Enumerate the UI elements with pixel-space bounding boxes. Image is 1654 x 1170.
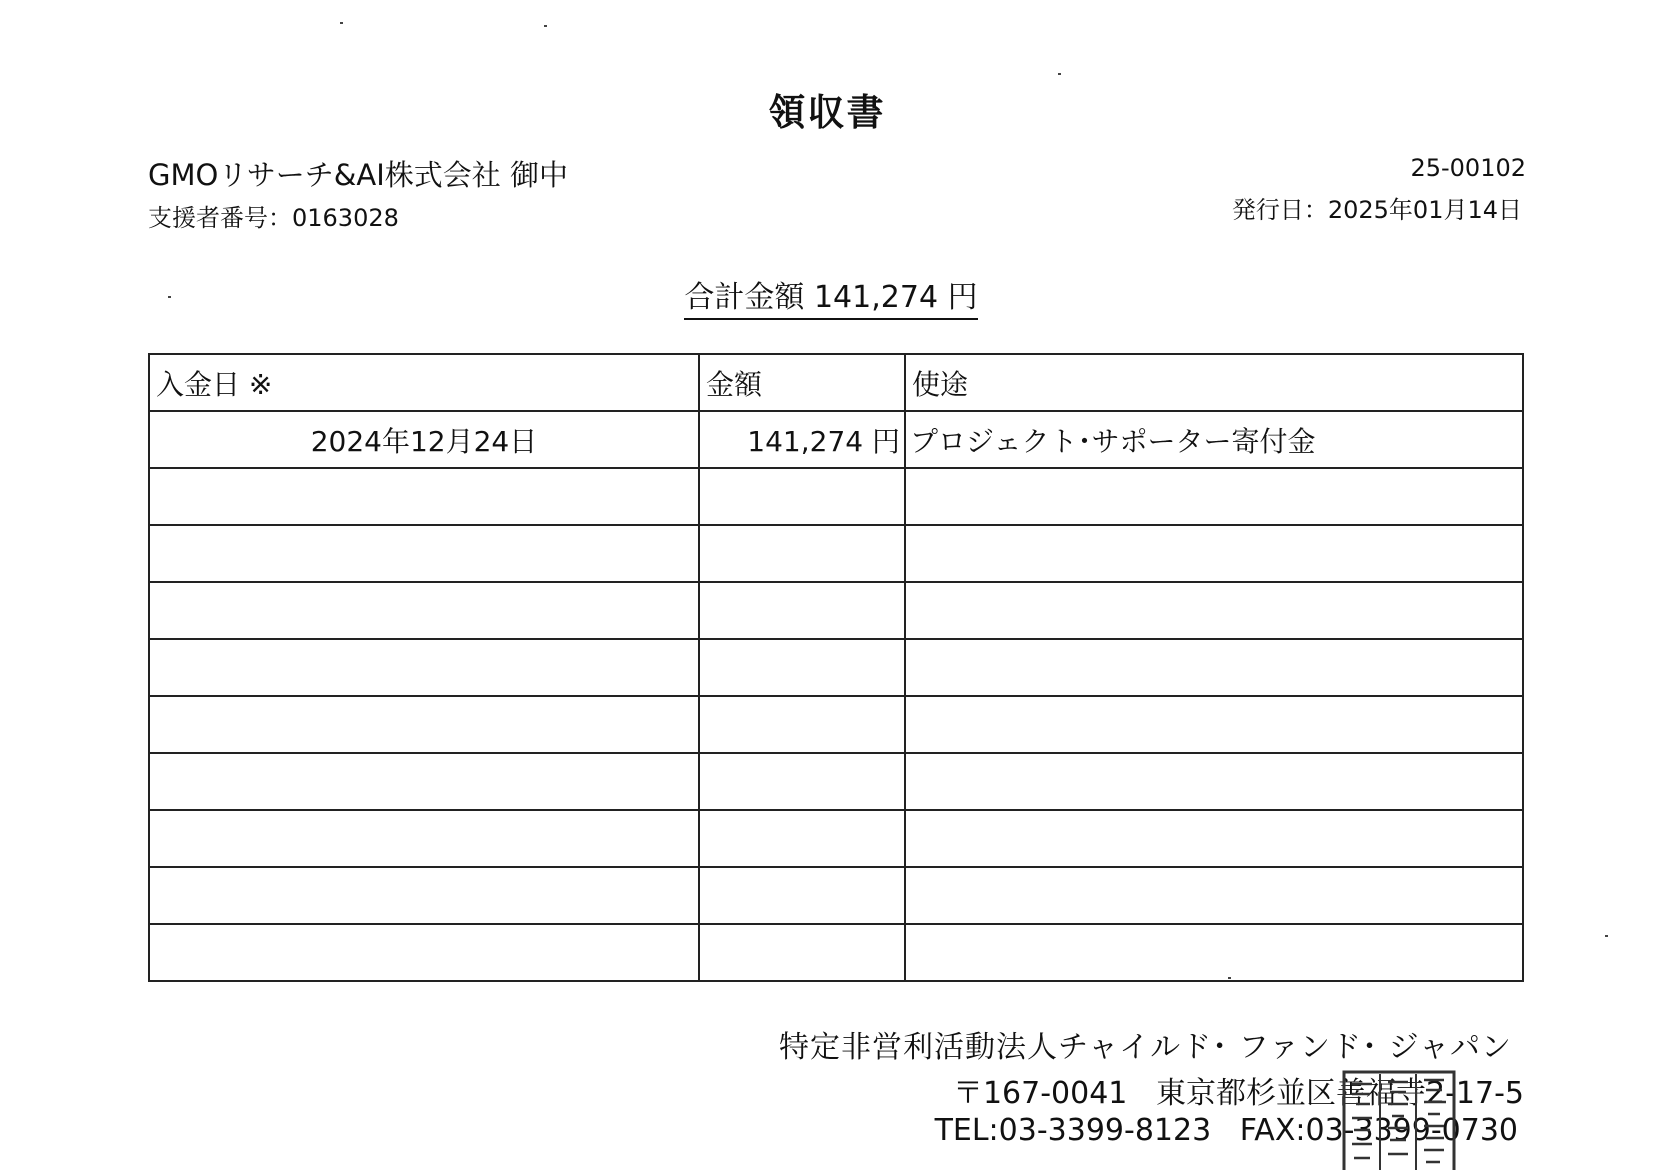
issue-date-label: 発行日：	[1231, 196, 1328, 224]
table-row	[149, 753, 1523, 810]
cell-date	[149, 810, 699, 867]
scan-speck	[168, 296, 171, 298]
total-value: 141,274 円	[813, 280, 978, 315]
cell-purpose	[905, 468, 1523, 525]
scan-speck	[544, 25, 547, 27]
header-amount: 金額	[699, 354, 905, 411]
tel-number: TEL:03-3399-8123	[934, 1113, 1212, 1148]
company-seal-icon	[1340, 1070, 1458, 1170]
cell-amount	[699, 639, 905, 696]
header-purpose: 使途	[905, 354, 1523, 411]
table-row	[149, 468, 1523, 525]
cell-purpose: プロジェクト･サポーター寄付金	[905, 411, 1523, 468]
table-row	[149, 639, 1523, 696]
scan-speck	[340, 22, 343, 24]
table-row	[149, 810, 1523, 867]
cell-date	[149, 525, 699, 582]
cell-date	[149, 753, 699, 810]
table-header-row	[149, 354, 1523, 411]
street-address: 東京都杉並区善福寺2-17-5	[1156, 1076, 1524, 1111]
cell-date	[149, 867, 699, 924]
cell-amount	[699, 696, 905, 753]
table-row	[149, 867, 1523, 924]
scan-speck	[1058, 73, 1061, 75]
table-row	[149, 525, 1523, 582]
cell-purpose	[905, 582, 1523, 639]
issue-date-value: 2025年01月14日	[1327, 196, 1522, 224]
cell-purpose	[905, 696, 1523, 753]
postal-code: 〒167-0041	[952, 1076, 1128, 1111]
cell-purpose	[905, 639, 1523, 696]
header-payment-date: 入金日 ※	[149, 354, 699, 411]
cell-amount	[699, 468, 905, 525]
total-amount-underline	[684, 272, 977, 320]
total-label: 合計金額	[684, 280, 805, 315]
cell-amount: 141,274 円	[699, 411, 905, 468]
table-row	[149, 924, 1523, 981]
supporter-number	[148, 198, 399, 233]
cell-amount	[699, 810, 905, 867]
recipient-name: GMOリサーチ&AI株式会社 御中	[148, 158, 568, 192]
cell-amount	[699, 867, 905, 924]
document-title: 領収書	[768, 91, 886, 134]
cell-amount	[699, 582, 905, 639]
document-number: 25-00102	[1410, 154, 1526, 182]
cell-purpose	[905, 525, 1523, 582]
cell-amount	[699, 924, 905, 981]
cell-date	[149, 468, 699, 525]
cell-date	[149, 696, 699, 753]
supporter-number-value: 0163028	[292, 204, 399, 232]
table-row	[149, 582, 1523, 639]
cell-purpose	[905, 810, 1523, 867]
payment-table	[148, 353, 1524, 982]
cell-purpose	[905, 867, 1523, 924]
cell-amount	[699, 753, 905, 810]
fax-number: FAX:03-3399-0730	[1239, 1113, 1518, 1148]
cell-amount	[699, 525, 905, 582]
issue-date	[1232, 190, 1522, 225]
supporter-label: 支援者番号：	[148, 204, 292, 232]
total-amount	[0, 272, 1654, 320]
scan-speck	[1605, 935, 1608, 937]
cell-date	[149, 639, 699, 696]
scan-speck	[1228, 977, 1231, 979]
cell-date	[149, 924, 699, 981]
table-row	[149, 411, 1523, 468]
issuer-name: 特定非営利活動法人チャイルド･ ファンド･ ジャパン	[779, 1030, 1512, 1065]
cell-purpose	[905, 753, 1523, 810]
cell-date	[149, 582, 699, 639]
cell-date: 2024年12月24日	[149, 411, 699, 468]
cell-purpose	[905, 924, 1523, 981]
table-row	[149, 696, 1523, 753]
